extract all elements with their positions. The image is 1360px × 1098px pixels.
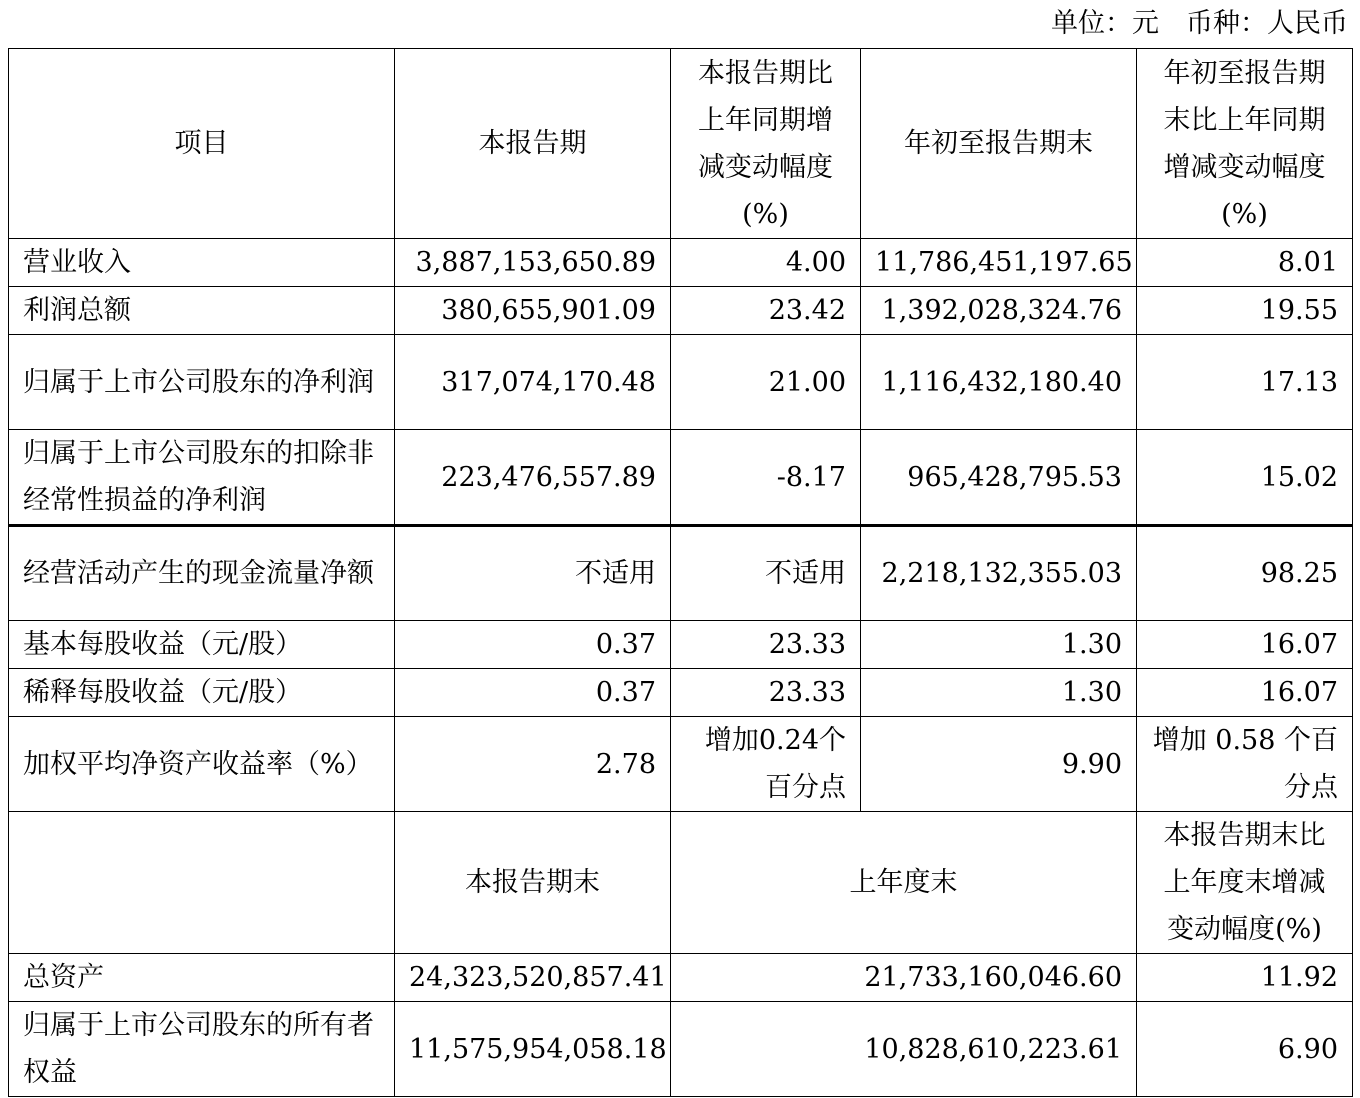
row-label: 基本每股收益（元/股） <box>9 621 395 669</box>
cell-current-change: 不适用 <box>671 526 861 621</box>
financial-data-table <box>8 48 1353 1097</box>
table-row <box>9 287 1353 335</box>
cell-current: 223,476,557.89 <box>395 430 671 526</box>
cell-period-end: 24,323,520,857.41 <box>395 954 671 1002</box>
cell-current: 2.78 <box>395 717 671 812</box>
cell-current-change: 增加0.24个百分点 <box>671 717 861 812</box>
cell-current: 317,074,170.48 <box>395 335 671 430</box>
table-row <box>9 1002 1353 1097</box>
header-current-period: 本报告期 <box>395 49 671 239</box>
cell-ytd-change: 98.25 <box>1137 526 1353 621</box>
cell-current-change: 23.42 <box>671 287 861 335</box>
cell-ytd-change: 17.13 <box>1137 335 1353 430</box>
row-label: 加权平均净资产收益率（%） <box>9 717 395 812</box>
cell-balance-change: 11.92 <box>1137 954 1353 1002</box>
cell-ytd-change: 8.01 <box>1137 239 1353 287</box>
row-label: 利润总额 <box>9 287 395 335</box>
cell-ytd: 965,428,795.53 <box>861 430 1137 526</box>
header-period-end: 本报告期末 <box>395 812 671 954</box>
header-balance-change: 本报告期末比上年度末增减变动幅度(%) <box>1137 812 1353 954</box>
row-label: 经营活动产生的现金流量净额 <box>9 526 395 621</box>
cell-current: 0.37 <box>395 669 671 717</box>
balance-header-item <box>9 812 395 954</box>
header-ytd-change: 年初至报告期末比上年同期增减变动幅度(%) <box>1137 49 1353 239</box>
cell-period-end: 11,575,954,058.18 <box>395 1002 671 1097</box>
cell-current-change: 4.00 <box>671 239 861 287</box>
cell-last-year-end: 10,828,610,223.61 <box>671 1002 1137 1097</box>
cell-ytd-change: 15.02 <box>1137 430 1353 526</box>
table-row <box>9 430 1353 526</box>
cell-current: 380,655,901.09 <box>395 287 671 335</box>
row-label: 归属于上市公司股东的扣除非经常性损益的净利润 <box>9 430 395 526</box>
cell-balance-change: 6.90 <box>1137 1002 1353 1097</box>
cell-ytd: 2,218,132,355.03 <box>861 526 1137 621</box>
cell-ytd: 1,116,432,180.40 <box>861 335 1137 430</box>
balance-header-row <box>9 812 1353 954</box>
table-row <box>9 669 1353 717</box>
table-row <box>9 717 1353 812</box>
row-label: 总资产 <box>9 954 395 1002</box>
cell-ytd: 9.90 <box>861 717 1137 812</box>
row-label: 归属于上市公司股东的所有者权益 <box>9 1002 395 1097</box>
unit-currency-note: 单位：元 币种：人民币 <box>1051 8 1348 39</box>
cell-current: 不适用 <box>395 526 671 621</box>
cell-ytd-change: 16.07 <box>1137 621 1353 669</box>
cell-ytd: 11,786,451,197.65 <box>861 239 1137 287</box>
row-label: 营业收入 <box>9 239 395 287</box>
table-row <box>9 335 1353 430</box>
cell-current: 0.37 <box>395 621 671 669</box>
cell-current: 3,887,153,650.89 <box>395 239 671 287</box>
header-item: 项目 <box>9 49 395 239</box>
cell-ytd: 1.30 <box>861 669 1137 717</box>
header-row <box>9 49 1353 239</box>
cell-ytd-change: 19.55 <box>1137 287 1353 335</box>
header-last-year-end: 上年度末 <box>671 812 1137 954</box>
cell-current-change: 23.33 <box>671 669 861 717</box>
cell-current-change: 21.00 <box>671 335 861 430</box>
cell-ytd-change: 16.07 <box>1137 669 1353 717</box>
table-row <box>9 239 1353 287</box>
cell-ytd-change: 增加 0.58 个百分点 <box>1137 717 1353 812</box>
table-row <box>9 621 1353 669</box>
header-current-change: 本报告期比上年同期增减变动幅度(%) <box>671 49 861 239</box>
row-label: 稀释每股收益（元/股） <box>9 669 395 717</box>
row-label: 归属于上市公司股东的净利润 <box>9 335 395 430</box>
cell-current-change: -8.17 <box>671 430 861 526</box>
header-ytd: 年初至报告期末 <box>861 49 1137 239</box>
cell-current-change: 23.33 <box>671 621 861 669</box>
cell-last-year-end: 21,733,160,046.60 <box>671 954 1137 1002</box>
table-row <box>9 954 1353 1002</box>
cell-ytd: 1,392,028,324.76 <box>861 287 1137 335</box>
cell-ytd: 1.30 <box>861 621 1137 669</box>
table-row <box>9 526 1353 621</box>
